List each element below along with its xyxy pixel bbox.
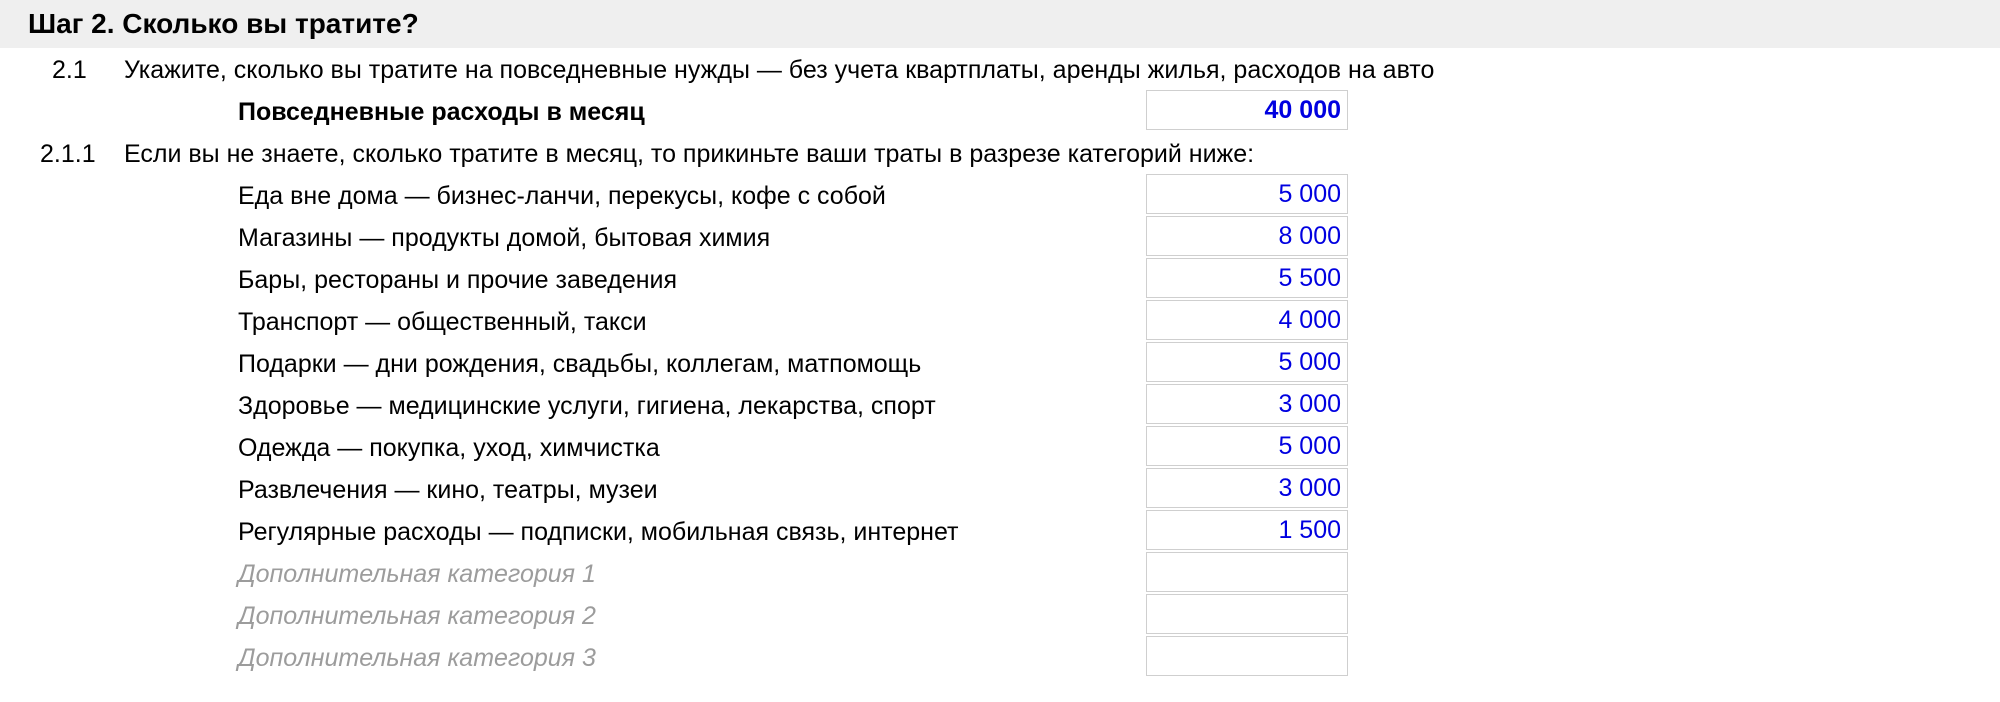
category-amount-field[interactable] (1146, 426, 1348, 466)
category-amount-field[interactable] (1146, 342, 1348, 382)
category-amount-field[interactable] (1146, 384, 1348, 424)
total-expenses-label: Повседневные расходы в месяц (238, 98, 645, 126)
extra-category-amount-field[interactable] (1146, 636, 1348, 676)
category-amount-value: 1 500 (1278, 516, 1341, 544)
category-label: Еда вне дома — бизнес-ланчи, перекусы, кофе с собой (238, 182, 886, 210)
category-label: Подарки — дни рождения, свадьбы, коллегам, матпомощь (238, 350, 922, 378)
category-amount-field[interactable] (1146, 510, 1348, 550)
category-amount-value: 3 000 (1278, 390, 1341, 418)
category-amount-value: 5 000 (1278, 348, 1341, 376)
category-label: Бары, рестораны и прочие заведения (238, 266, 678, 294)
total-expenses-field[interactable] (1146, 90, 1348, 130)
step-title: Шаг 2. Сколько вы тратите? (28, 8, 419, 39)
category-label: Магазины — продукты домой, бытовая химия (238, 224, 771, 252)
category-amount-field[interactable] (1146, 216, 1348, 256)
section-number-2-1-1: 2.1.1 (40, 140, 96, 168)
section-number-2-1: 2.1 (52, 56, 87, 84)
category-amount-value: 5 500 (1278, 264, 1341, 292)
extra-category-amount-field[interactable] (1146, 552, 1348, 592)
extra-category-label[interactable]: Дополнительная категория 3 (238, 644, 596, 672)
category-amount-value: 8 000 (1278, 222, 1341, 250)
category-label: Одежда — покупка, уход, химчистка (238, 434, 660, 462)
category-amount-value: 5 000 (1278, 180, 1341, 208)
extra-category-amount-field[interactable] (1146, 594, 1348, 634)
category-amount-value: 4 000 (1278, 306, 1341, 334)
section-description-2-1-1: Если вы не знаете, сколько тратите в месяц, то прикиньте ваши траты в разрезе категорий ниже: (124, 140, 1255, 168)
category-amount-field[interactable] (1146, 258, 1348, 298)
extra-category-label[interactable]: Дополнительная категория 1 (238, 560, 596, 588)
category-amount-field[interactable] (1146, 300, 1348, 340)
category-label: Транспорт — общественный, такси (238, 308, 647, 336)
section-description-2-1: Укажите, сколько вы тратите на повседневные нужды — без учета квартплаты, аренды жилья, расходов на авто (124, 56, 1435, 84)
category-amount-value: 3 000 (1278, 474, 1341, 502)
extra-category-label[interactable]: Дополнительная категория 2 (238, 602, 596, 630)
category-label: Развлечения — кино, театры, музеи (238, 476, 658, 504)
category-amount-field[interactable] (1146, 468, 1348, 508)
category-label: Регулярные расходы — подписки, мобильная связь, интернет (238, 518, 959, 546)
total-expenses-value: 40 000 (1264, 96, 1341, 124)
category-amount-value: 5 000 (1278, 432, 1341, 460)
category-amount-field[interactable] (1146, 174, 1348, 214)
category-label: Здоровье — медицинские услуги, гигиена, лекарства, спорт (238, 392, 936, 420)
